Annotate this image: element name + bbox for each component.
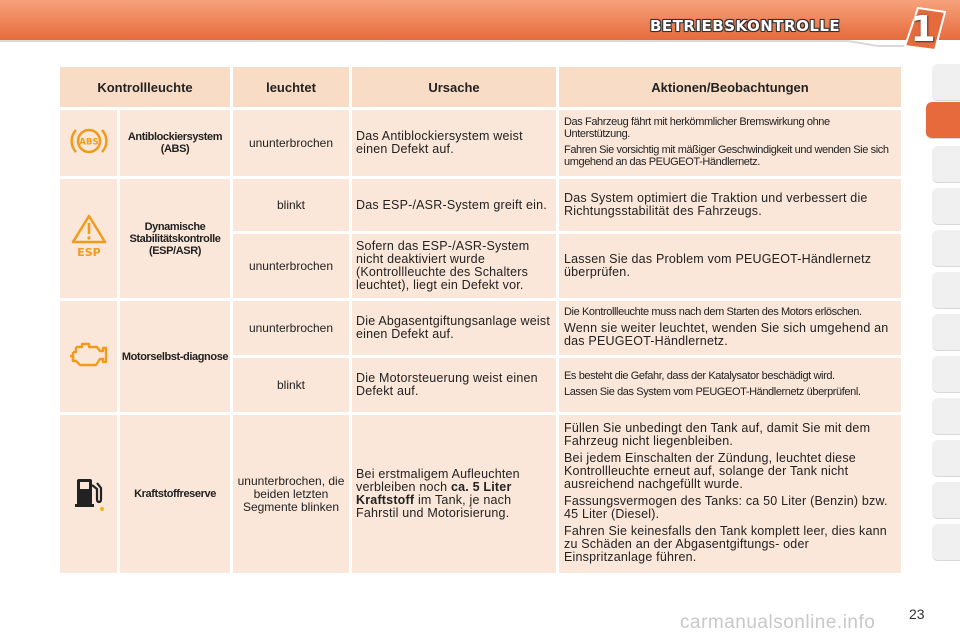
chapter-tab[interactable] — [932, 230, 960, 267]
fuel-action-4: Fahren Sie keinesfalls den Tank komplett leer, dies kann zu Schäden an der Abgasentgiftungs- oder Einspritzanlage führen. — [564, 524, 887, 564]
esp-lit-steady: ununterbrochen — [233, 234, 349, 298]
chapter-tab[interactable] — [932, 440, 960, 477]
engine-icon-cell — [60, 301, 117, 412]
esp-cause-blink: Das ESP-/ASR-System greift ein. — [352, 179, 556, 231]
svg-text:ESP: ESP — [76, 246, 101, 258]
abs-action-1: Das Fahrzeug fährt mit herkömmlicher Bremswirkung ohne Unterstützung. — [564, 116, 830, 140]
svg-text:ABS: ABS — [78, 137, 99, 147]
abs-warning-icon — [69, 124, 109, 158]
esp-icon-cell — [60, 179, 117, 298]
abs-lit: ununterbrochen — [233, 110, 349, 176]
abs-action — [559, 110, 901, 176]
table-row — [60, 110, 901, 176]
fuel-cause-amount: ca. 5 Liter Kraftstoff — [356, 480, 512, 507]
table-row — [60, 179, 901, 231]
abs-action-2: Fahren Sie vorsichtig mit mäßiger Geschwindigkeit und wenden Sie sich umgehend an das PEUGEOT-Händlernetz. — [564, 144, 889, 168]
col-header-warning-light: Kontrollleuchte — [60, 67, 230, 107]
chapter-tab[interactable] — [932, 398, 960, 435]
chapter-tab[interactable] — [932, 314, 960, 351]
col-header-action: Aktionen/Beobachtungen — [559, 67, 901, 107]
esp-name: Dynamische Stabilitätskontrolle (ESP/ASR) — [120, 179, 230, 298]
fuel-action-1: Füllen Sie unbedingt den Tank auf, damit Sie mit dem Fahrzeug nicht liegenbleiben. — [564, 421, 871, 448]
engine-action-4: Lassen Sie das System vom PEUGEOT-Händlernetz überprüfenl. — [564, 386, 861, 398]
engine-action-1: Die Kontrollleuchte muss nach dem Starten des Motors erlöschen. — [564, 306, 862, 318]
section-title: BETRIEBSKONTROLLE — [650, 17, 841, 35]
chapter-tab[interactable] — [932, 524, 960, 561]
engine-action-steady — [559, 301, 901, 355]
table-row — [60, 301, 901, 355]
watermark: carmanualsonline.info — [680, 612, 876, 633]
chapter-tab[interactable] — [932, 356, 960, 393]
engine-check-icon — [67, 337, 111, 371]
fuel-action — [559, 415, 901, 573]
chapter-tab[interactable] — [932, 482, 960, 519]
engine-cause-blink: Die Motorsteuerung weist einen Defekt auf. — [352, 358, 556, 412]
abs-cause: Das Antiblockiersystem weist einen Defekt auf. — [352, 110, 556, 176]
warning-lights-table — [57, 64, 904, 576]
esp-action-blink: Das System optimiert die Traktion und verbessert die Richtungsstabilität des Fahrzeugs. — [559, 179, 901, 231]
table-row — [60, 415, 901, 573]
esp-action-steady: Lassen Sie das Problem vom PEUGEOT-Händlernetz überprüfen. — [559, 234, 901, 298]
esp-lit-blink: blinkt — [233, 179, 349, 231]
chapter-tab[interactable] — [932, 146, 960, 183]
fuel-cause-text: Bei erstmaligem Aufleuchten verbleiben noch — [356, 467, 520, 494]
page-number: 23 — [909, 606, 925, 622]
abs-name: Antiblockiersystem (ABS) — [120, 110, 230, 176]
fuel-action-3: Fassungsvermogen des Tanks: ca 50 Liter (Benzin) bzw. 45 Liter (Diesel). — [564, 494, 888, 521]
fuel-cause-text-end: im Tank, je nach Fahrstil und Motorisierung. — [356, 493, 512, 520]
fuel-lit: ununterbrochen, die beiden letzten Segmente blinken — [233, 415, 349, 573]
engine-action-2: Wenn sie weiter leuchtet, wenden Sie sich umgehend an das PEUGEOT-Händlernetz. — [564, 321, 889, 348]
esp-cause-steady: Sofern das ESP-/ASR-System nicht deaktiviert wurde (Kontrollleuchte des Schalters leuchtet), liegt ein Defekt vor. — [352, 234, 556, 298]
col-header-cause: Ursache — [352, 67, 556, 107]
chapter-tab[interactable] — [932, 272, 960, 309]
engine-lit-steady: ununterbrochen — [233, 301, 349, 355]
fuel-cause — [352, 415, 556, 573]
chapter-number: 1 — [910, 9, 936, 50]
col-header-lit: leuchtet — [233, 67, 349, 107]
chapter-tab[interactable] — [932, 188, 960, 225]
engine-cause-steady: Die Abgasentgiftungsanlage weist einen Defekt auf. — [352, 301, 556, 355]
fuel-pump-icon — [69, 471, 109, 513]
chapter-tab-active[interactable] — [926, 102, 960, 139]
engine-action-3: Es besteht die Gefahr, dass der Katalysator beschädigt wird. — [564, 370, 835, 382]
table-header-row — [60, 67, 901, 107]
fuel-name: Kraftstoffreserve — [120, 415, 230, 573]
chapter-tabs — [926, 64, 960, 579]
fuel-action-2: Bei jedem Einschalten der Zündung, leuchtet diese Kontrollleuchte erneut auf, solange der Tank nicht ausreichend nachgefüllt wurde. — [564, 451, 856, 491]
fuel-icon-cell — [60, 415, 117, 573]
engine-action-blink — [559, 358, 901, 412]
esp-warning-icon — [69, 214, 109, 258]
engine-name: Motorselbst-diagnose — [120, 301, 230, 412]
engine-lit-blink: blinkt — [233, 358, 349, 412]
abs-icon-cell — [60, 110, 117, 176]
chapter-tab[interactable] — [932, 64, 960, 101]
